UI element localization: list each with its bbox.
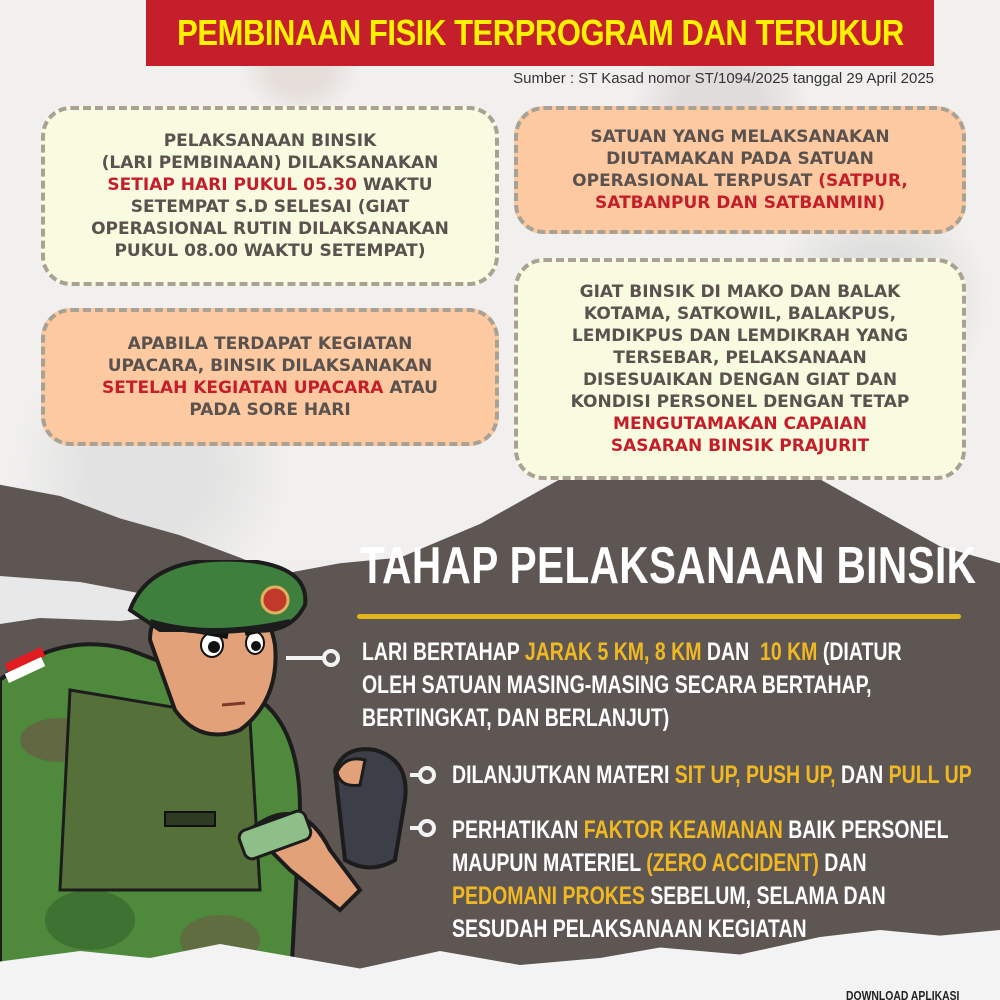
highlight-text: SIT UP, PUSH UP,: [674, 761, 836, 789]
step-text: SEBELUM, SELAMA DAN: [644, 882, 886, 910]
step-text: DILANJUTKAN MATERI: [452, 761, 675, 789]
step-item: [362, 636, 1000, 735]
highlight-text: SETIAP HARI PUKUL 05.30: [107, 175, 357, 195]
card-text: UPACARA, BINSIK DILAKSANAKAN: [107, 356, 433, 376]
info-card-upacara: [41, 308, 499, 446]
card-line: [572, 192, 908, 214]
card-line: [102, 377, 438, 399]
bullet-node-icon: [418, 766, 436, 784]
card-text: OPERASIONAL RUTIN DILAKSANAKAN: [91, 219, 449, 239]
info-card-mako: [514, 258, 966, 480]
step-text: LARI BERTAHAP: [362, 638, 525, 666]
section-title: TAHAP PELAKSANAAN BINSIK: [360, 537, 977, 595]
info-card-satuan: [514, 106, 966, 234]
step-item: [452, 759, 1000, 792]
card-line: [91, 152, 449, 174]
download-app-label[interactable]: DOWNLOAD APLIKASI: [846, 988, 960, 1000]
card-text: DIUTAMAKAN PADA SATUAN: [606, 149, 874, 169]
highlight-text: FAKTOR KEAMANAN: [583, 816, 783, 844]
card-text: PUKUL 08.00 WAKTU SETEMPAT): [114, 241, 426, 261]
card-line: [102, 355, 438, 377]
step-text: PERHATIKAN: [452, 816, 584, 844]
step-line: [452, 847, 949, 880]
card-line: [571, 347, 910, 369]
step-line: [452, 759, 972, 792]
page-title: PEMBINAAN FISIK TERPROGRAM DAN TERUKUR: [176, 12, 904, 53]
step-line: [362, 636, 902, 669]
card-line: [572, 170, 908, 192]
highlight-text: JARAK 5 KM, 8 KM: [524, 638, 702, 666]
step-line: [362, 669, 902, 702]
step-text: OLEH SATUAN MASING-MASING SECARA BERTAHAP,: [362, 671, 872, 699]
card-text: KOTAMA, SATKOWIL, BALAKPUS,: [583, 304, 897, 324]
card-line: [571, 303, 910, 325]
gold-divider: [357, 614, 961, 619]
soldier-illustration: [0, 560, 430, 1000]
highlight-text: 10 KM: [759, 638, 818, 666]
card-text: PADA SORE HARI: [189, 400, 351, 420]
title-banner: [146, 0, 934, 66]
card-line: [572, 126, 908, 148]
bullet-node-icon: [418, 819, 436, 837]
card-text: WAKTU: [356, 175, 433, 195]
highlight-text: PEDOMANI PROKES: [452, 882, 645, 910]
card-line: [571, 435, 910, 457]
card-line: [571, 391, 910, 413]
name-tag: [165, 812, 215, 826]
card-line: [102, 333, 438, 355]
connector-line: [286, 656, 326, 660]
step-text: BERTINGKAT, DAN BERLANJUT): [362, 704, 670, 732]
card-line: [572, 148, 908, 170]
card-text: APABILA TERDAPAT KEGIATAN: [127, 334, 413, 354]
step-text: DAN: [701, 638, 760, 666]
step-text: DAN: [835, 761, 889, 789]
card-line: [91, 240, 449, 262]
card-line: [571, 281, 910, 303]
step-text: SESUDAH PELAKSANAAN KEGIATAN: [452, 915, 807, 943]
bullet-node-icon: [322, 649, 340, 667]
highlight-text: MENGUTAMAKAN CAPAIAN: [613, 414, 867, 434]
highlight-text: SASARAN BINSIK PRAJURIT: [610, 436, 870, 456]
info-card-jadwal: [41, 106, 499, 286]
card-text: SATUAN YANG MELAKSANAKAN: [590, 127, 890, 147]
step-line: [452, 814, 949, 847]
card-line: [571, 369, 910, 391]
card-text: TERSEBAR, PELAKSANAAN: [613, 348, 867, 368]
card-text: PELAKSANAAN BINSIK: [163, 131, 377, 151]
card-text: SETEMPAT S.D SELESAI (GIAT: [130, 197, 410, 217]
card-text: GIAT BINSIK DI MAKO DAN BALAK: [579, 282, 901, 302]
step-line: [452, 880, 949, 913]
card-text: KONDISI PERSONEL DENGAN TETAP: [570, 392, 910, 412]
highlight-text: (SATPUR,: [818, 171, 908, 191]
step-item: [452, 814, 1000, 946]
step-text: MAUPUN MATERIEL: [452, 849, 647, 877]
step-text: DAN: [818, 849, 867, 877]
card-line: [571, 325, 910, 347]
step-text: BAIK PERSONEL: [782, 816, 949, 844]
source-citation: Sumber : ST Kasad nomor ST/1094/2025 tanggal 29 April 2025: [513, 70, 934, 87]
beret-badge-icon: [262, 587, 288, 613]
highlight-text: SETELAH KEGIATAN UPACARA: [102, 378, 384, 398]
card-line: [102, 399, 438, 421]
card-text: LEMDIKPUS DAN LEMDIKRAH YANG: [571, 326, 909, 346]
card-text: (LARI PEMBINAAN) DILAKSANAKAN: [101, 153, 439, 173]
highlight-text: (ZERO ACCIDENT): [646, 849, 819, 877]
card-line: [91, 218, 449, 240]
card-text: ATAU: [383, 378, 438, 398]
highlight-text: SATBANPUR DAN SATBANMIN): [595, 193, 885, 213]
step-text: (DIATUR: [817, 638, 902, 666]
step-line: [362, 702, 902, 735]
card-line: [571, 413, 910, 435]
card-line: [91, 130, 449, 152]
card-line: [91, 196, 449, 218]
card-text: DISESUAIKAN DENGAN GIAT DAN: [582, 370, 898, 390]
highlight-text: PULL UP: [888, 761, 972, 789]
card-text: OPERASIONAL TERPUSAT: [572, 171, 819, 191]
card-line: [91, 174, 449, 196]
